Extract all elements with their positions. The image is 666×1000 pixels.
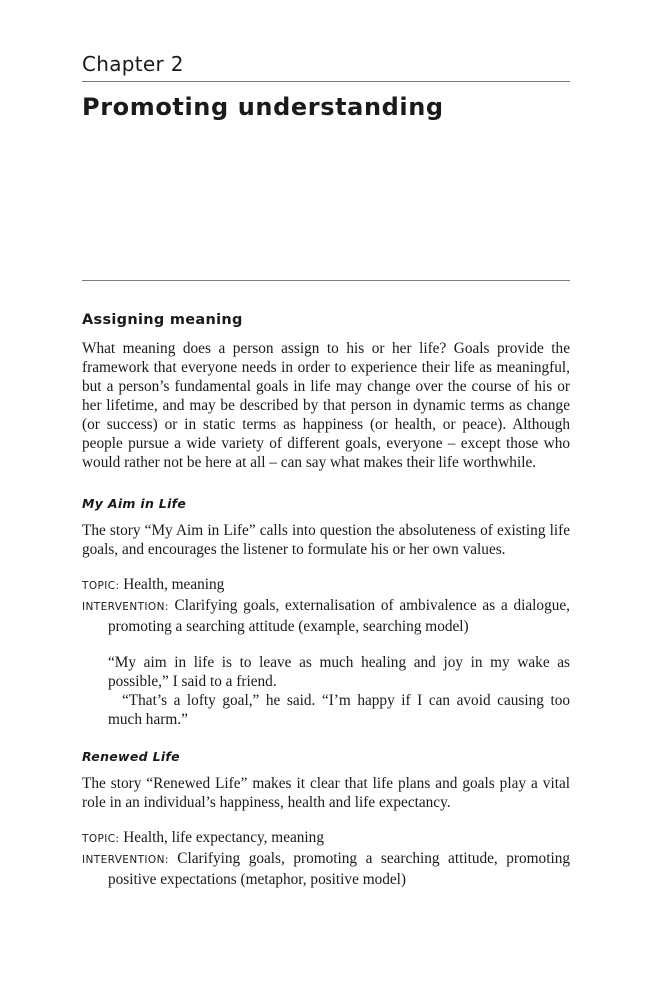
chapter-title: Promoting understanding bbox=[82, 93, 444, 121]
story-topic bbox=[82, 575, 570, 596]
story-excerpt bbox=[108, 653, 570, 729]
section-heading: Assigning meaning bbox=[82, 312, 243, 328]
page-content bbox=[82, 312, 570, 889]
story-title: My Aim in Life bbox=[82, 496, 187, 511]
intervention-label: INTERVENTION: bbox=[82, 601, 169, 613]
topic-label: TOPIC: bbox=[82, 833, 120, 845]
chapter-label: Chapter 2 bbox=[82, 52, 184, 76]
section-paragraph: What meaning does a person assign to his or her life? Goals provide the framework that everyone needs in order to experience their life as meaningful, but a person’s fundamental goals in life may change over the course of his or her lifetime, and may be described by that person in dynamic terms as change (or success) or in static terms as happiness (or health, or peace). Although people pursue a wide variety of different goals, everyone – except those who would rather not be here at all – can say what makes their life worthwhile. bbox=[82, 340, 570, 471]
story-intro: The story “My Aim in Life” calls into question the absoluteness of existing life goals, and encourages the listener to formulate his or her own values. bbox=[82, 522, 570, 558]
topic-label: TOPIC: bbox=[82, 580, 120, 592]
intervention-label: INTERVENTION: bbox=[82, 854, 169, 866]
intervention-value: Clarifying goals, promoting a searching attitude, promoting positive expectations (metaphor, positive model) bbox=[108, 850, 570, 888]
topic-value: Health, life expectancy, meaning bbox=[123, 829, 324, 846]
story-intervention bbox=[82, 849, 570, 889]
story-topic bbox=[82, 828, 570, 849]
excerpt-paragraph: “That’s a lofty goal,” he said. “I’m happy if I can avoid causing too much harm.” bbox=[108, 692, 570, 728]
story-title: Renewed Life bbox=[82, 749, 180, 764]
chapter-top-rule bbox=[82, 81, 570, 82]
chapter-bottom-rule bbox=[82, 280, 570, 281]
topic-value: Health, meaning bbox=[123, 576, 225, 593]
excerpt-paragraph: “My aim in life is to leave as much healing and joy in my wake as possible,” I said to a friend. bbox=[108, 654, 570, 690]
story-intervention bbox=[82, 596, 570, 636]
story-intro: The story “Renewed Life” makes it clear that life plans and goals play a vital role in an individual’s happiness, health and life expectancy. bbox=[82, 775, 570, 811]
intervention-value: Clarifying goals, externalisation of ambivalence as a dialogue, promoting a searching attitude (example, searching model) bbox=[108, 597, 570, 635]
